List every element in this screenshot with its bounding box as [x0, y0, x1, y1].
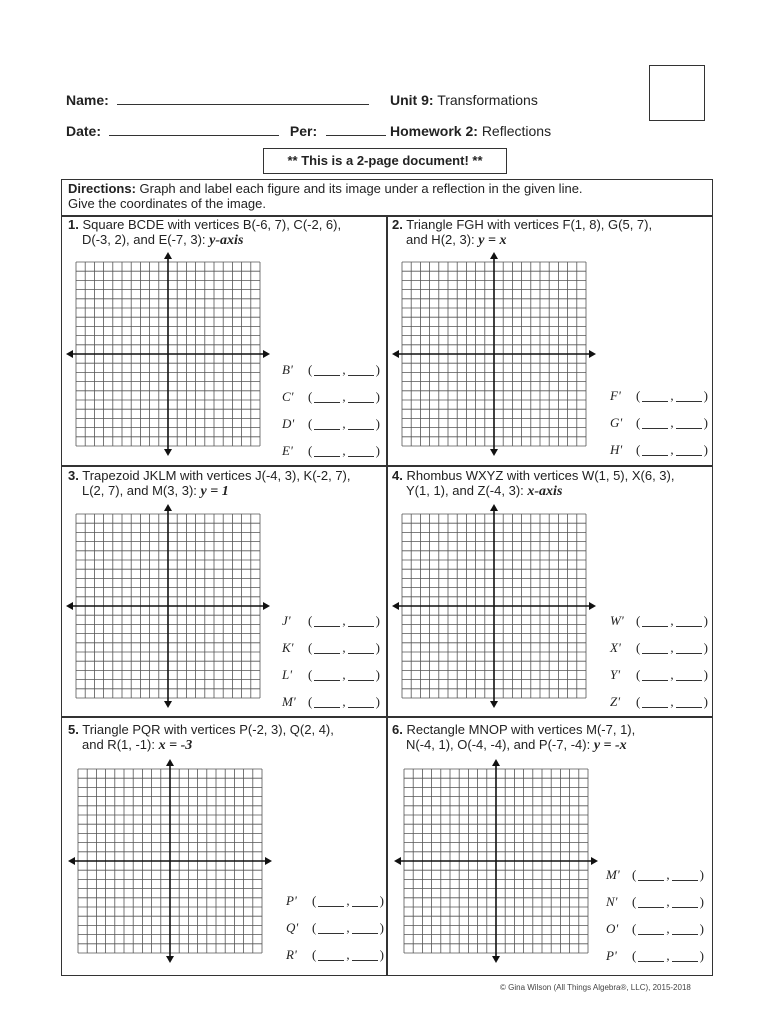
- unit-value: Transformations: [437, 92, 538, 108]
- problem-number: 4.: [392, 468, 403, 483]
- y-coordinate-blank[interactable]: [348, 669, 374, 681]
- open-paren-icon: (: [632, 920, 637, 936]
- per-label: Per:: [289, 123, 318, 139]
- y-coordinate-blank[interactable]: [352, 895, 378, 907]
- answer-blanks-1: [282, 356, 380, 464]
- answer-row: [606, 942, 704, 969]
- problem-number: 1.: [68, 217, 79, 232]
- comma-icon: ,: [346, 892, 350, 908]
- close-paren-icon: ): [375, 612, 380, 628]
- divider-vertical: [386, 216, 388, 976]
- image-vertex-label: L': [282, 666, 293, 682]
- reflection-line: y-axis: [209, 233, 244, 248]
- comma-icon: ,: [342, 666, 346, 682]
- y-coordinate-blank[interactable]: [676, 669, 702, 681]
- problem-statement-cont: D(-3, 2), and E(-7, 3):: [82, 232, 206, 247]
- close-paren-icon: ): [699, 920, 704, 936]
- open-paren-icon: (: [312, 892, 317, 908]
- comma-icon: ,: [666, 920, 670, 936]
- answer-row: [610, 436, 708, 463]
- x-coordinate-blank[interactable]: [642, 417, 668, 429]
- unit-title: [390, 92, 538, 108]
- x-coordinate-blank[interactable]: [318, 922, 344, 934]
- per-field[interactable]: [326, 135, 386, 136]
- open-paren-icon: (: [312, 946, 317, 962]
- comma-icon: ,: [670, 387, 674, 403]
- y-coordinate-blank[interactable]: [348, 615, 374, 627]
- x-coordinate-blank[interactable]: [314, 391, 340, 403]
- x-coordinate-blank[interactable]: [638, 950, 664, 962]
- answer-row: [286, 887, 384, 914]
- close-paren-icon: ): [375, 388, 380, 404]
- reflection-line: x = -3: [158, 738, 193, 753]
- problem-1: [68, 217, 380, 248]
- comma-icon: ,: [346, 946, 350, 962]
- open-paren-icon: (: [632, 947, 637, 963]
- image-vertex-label: D': [282, 415, 295, 431]
- x-coordinate-blank[interactable]: [642, 669, 668, 681]
- open-paren-icon: (: [308, 612, 313, 628]
- image-vertex-label: B': [282, 361, 293, 377]
- directions: [68, 181, 708, 211]
- score-box[interactable]: [649, 65, 705, 121]
- problem-4: [392, 468, 704, 499]
- close-paren-icon: ): [379, 919, 384, 935]
- homework-value: Reflections: [481, 123, 552, 139]
- open-paren-icon: (: [308, 415, 313, 431]
- close-paren-icon: ): [703, 441, 708, 457]
- x-coordinate-blank[interactable]: [642, 642, 668, 654]
- problem-statement-cont: and R(1, -1):: [82, 737, 155, 752]
- answer-blanks-5: [286, 887, 384, 968]
- answer-row: [282, 688, 380, 715]
- close-paren-icon: ): [703, 414, 708, 430]
- x-coordinate-blank[interactable]: [314, 364, 340, 376]
- x-coordinate-blank[interactable]: [314, 696, 340, 708]
- open-paren-icon: (: [308, 693, 313, 709]
- coordinate-grid-3[interactable]: [64, 504, 278, 708]
- image-vertex-label: O': [606, 920, 619, 936]
- date-field[interactable]: [109, 135, 279, 136]
- y-coordinate-blank[interactable]: [348, 445, 374, 457]
- answer-row: [606, 915, 704, 942]
- answer-row: [286, 914, 384, 941]
- y-coordinate-blank[interactable]: [348, 418, 374, 430]
- y-coordinate-blank[interactable]: [672, 923, 698, 935]
- image-vertex-label: M': [282, 693, 296, 709]
- problem-statement-cont: and H(2, 3):: [406, 232, 475, 247]
- answer-blanks-2: [610, 382, 708, 463]
- comma-icon: ,: [342, 612, 346, 628]
- comma-icon: ,: [670, 639, 674, 655]
- open-paren-icon: (: [636, 441, 641, 457]
- comma-icon: ,: [342, 415, 346, 431]
- homework-title: [390, 123, 551, 139]
- date-row: [66, 123, 386, 141]
- problem-statement-cont: N(-4, 1), O(-4, -4), and P(-7, -4):: [406, 737, 591, 752]
- open-paren-icon: (: [636, 414, 641, 430]
- answer-row: [282, 356, 380, 383]
- close-paren-icon: ): [699, 866, 704, 882]
- x-coordinate-blank[interactable]: [314, 418, 340, 430]
- y-coordinate-blank[interactable]: [672, 896, 698, 908]
- close-paren-icon: ): [379, 892, 384, 908]
- answer-row: [282, 437, 380, 464]
- image-vertex-label: E': [282, 442, 293, 458]
- comma-icon: ,: [342, 639, 346, 655]
- y-coordinate-blank[interactable]: [348, 364, 374, 376]
- problem-3: [68, 468, 380, 499]
- comma-icon: ,: [666, 893, 670, 909]
- y-coordinate-blank[interactable]: [672, 950, 698, 962]
- answer-row: [282, 383, 380, 410]
- problem-2: [392, 217, 704, 248]
- problem-number: 2.: [392, 217, 403, 232]
- answer-row: [610, 634, 708, 661]
- image-vertex-label: N': [606, 893, 618, 909]
- problem-number: 5.: [68, 722, 79, 737]
- unit-label: Unit 9:: [390, 92, 434, 108]
- problem-statement: Rhombus WXYZ with vertices W(1, 5), X(6, 3),: [406, 468, 675, 483]
- answer-row: [610, 382, 708, 409]
- close-paren-icon: ): [375, 639, 380, 655]
- open-paren-icon: (: [636, 666, 641, 682]
- close-paren-icon: ): [703, 666, 708, 682]
- comma-icon: ,: [342, 693, 346, 709]
- image-vertex-label: H': [610, 441, 623, 457]
- directions-label: Directions:: [68, 181, 136, 196]
- image-vertex-label: Z': [610, 693, 621, 709]
- image-vertex-label: P': [286, 892, 297, 908]
- problem-statement: Rectangle MNOP with vertices M(-7, 1),: [406, 722, 636, 737]
- reflection-line: y = -x: [593, 738, 627, 753]
- x-coordinate-blank[interactable]: [318, 949, 344, 961]
- close-paren-icon: ): [375, 666, 380, 682]
- open-paren-icon: (: [308, 442, 313, 458]
- problem-5: [68, 722, 380, 753]
- x-coordinate-blank[interactable]: [642, 390, 668, 402]
- directions-text-2: Give the coordinates of the image.: [68, 196, 267, 211]
- image-vertex-label: F': [610, 387, 621, 403]
- open-paren-icon: (: [636, 387, 641, 403]
- x-coordinate-blank[interactable]: [314, 669, 340, 681]
- y-coordinate-blank[interactable]: [352, 949, 378, 961]
- coordinate-grid-5[interactable]: [66, 759, 280, 963]
- y-coordinate-blank[interactable]: [348, 642, 374, 654]
- x-coordinate-blank[interactable]: [638, 869, 664, 881]
- x-coordinate-blank[interactable]: [314, 445, 340, 457]
- answer-blanks-4: [610, 607, 708, 715]
- close-paren-icon: ): [703, 693, 708, 709]
- coordinate-grid-4[interactable]: [390, 504, 604, 708]
- coordinate-grid-6[interactable]: [392, 759, 606, 963]
- x-coordinate-blank[interactable]: [638, 923, 664, 935]
- y-coordinate-blank[interactable]: [676, 444, 702, 456]
- comma-icon: ,: [666, 866, 670, 882]
- comma-icon: ,: [670, 693, 674, 709]
- image-vertex-label: X': [610, 639, 621, 655]
- x-coordinate-blank[interactable]: [318, 895, 344, 907]
- answer-row: [286, 941, 384, 968]
- problem-statement: Trapezoid JKLM with vertices J(-4, 3), K(-2, 7),: [82, 468, 351, 483]
- comma-icon: ,: [342, 361, 346, 377]
- open-paren-icon: (: [632, 866, 637, 882]
- open-paren-icon: (: [636, 693, 641, 709]
- comma-icon: ,: [342, 388, 346, 404]
- close-paren-icon: ): [375, 693, 380, 709]
- y-coordinate-blank[interactable]: [676, 642, 702, 654]
- problem-statement: Triangle FGH with vertices F(1, 8), G(5, 7),: [406, 217, 653, 232]
- close-paren-icon: ): [699, 947, 704, 963]
- image-vertex-label: K': [282, 639, 294, 655]
- comma-icon: ,: [670, 414, 674, 430]
- y-coordinate-blank[interactable]: [352, 922, 378, 934]
- problem-number: 6.: [392, 722, 403, 737]
- y-coordinate-blank[interactable]: [676, 696, 702, 708]
- answer-row: [606, 861, 704, 888]
- problem-number: 3.: [68, 468, 79, 483]
- image-vertex-label: G': [610, 414, 623, 430]
- open-paren-icon: (: [636, 612, 641, 628]
- close-paren-icon: ): [703, 387, 708, 403]
- comma-icon: ,: [670, 441, 674, 457]
- problem-statement: Square BCDE with vertices B(-6, 7), C(-2, 6),: [82, 217, 342, 232]
- image-vertex-label: Y': [610, 666, 621, 682]
- close-paren-icon: ): [375, 415, 380, 431]
- image-vertex-label: P': [606, 947, 617, 963]
- y-coordinate-blank[interactable]: [676, 390, 702, 402]
- open-paren-icon: (: [632, 893, 637, 909]
- image-vertex-label: W': [610, 612, 624, 628]
- name-field[interactable]: [117, 104, 369, 105]
- copyright-footer: © Gina Wilson (All Things Algebra®, LLC), 2015-2018: [500, 983, 691, 992]
- reflection-line: x-axis: [527, 484, 563, 499]
- problem-statement-cont: Y(1, 1), and Z(-4, 3):: [406, 483, 524, 498]
- answer-blanks-6: [606, 861, 704, 969]
- two-page-notice: ** This is a 2-page document! **: [263, 148, 507, 174]
- close-paren-icon: ): [379, 946, 384, 962]
- answer-row: [610, 409, 708, 436]
- image-vertex-label: Q': [286, 919, 299, 935]
- name-row: [66, 92, 369, 110]
- comma-icon: ,: [666, 947, 670, 963]
- open-paren-icon: (: [308, 388, 313, 404]
- answer-row: [282, 410, 380, 437]
- image-vertex-label: J': [282, 612, 291, 628]
- reflection-line: y = x: [478, 233, 507, 248]
- x-coordinate-blank[interactable]: [314, 615, 340, 627]
- answer-row: [610, 661, 708, 688]
- answer-row: [282, 634, 380, 661]
- answer-row: [610, 688, 708, 715]
- close-paren-icon: ): [375, 442, 380, 458]
- y-coordinate-blank[interactable]: [676, 615, 702, 627]
- y-coordinate-blank[interactable]: [676, 417, 702, 429]
- y-coordinate-blank[interactable]: [348, 696, 374, 708]
- y-coordinate-blank[interactable]: [672, 869, 698, 881]
- comma-icon: ,: [346, 919, 350, 935]
- close-paren-icon: ): [699, 893, 704, 909]
- close-paren-icon: ): [375, 361, 380, 377]
- x-coordinate-blank[interactable]: [642, 615, 668, 627]
- homework-label: Homework 2:: [390, 123, 478, 139]
- comma-icon: ,: [670, 612, 674, 628]
- open-paren-icon: (: [636, 639, 641, 655]
- open-paren-icon: (: [308, 639, 313, 655]
- open-paren-icon: (: [312, 919, 317, 935]
- coordinate-grid-2[interactable]: [390, 252, 604, 456]
- answer-row: [606, 888, 704, 915]
- image-vertex-label: C': [282, 388, 294, 404]
- open-paren-icon: (: [308, 361, 313, 377]
- coordinate-grid-1[interactable]: [64, 252, 278, 456]
- x-coordinate-blank[interactable]: [314, 642, 340, 654]
- close-paren-icon: ): [703, 612, 708, 628]
- x-coordinate-blank[interactable]: [642, 444, 668, 456]
- close-paren-icon: ): [703, 639, 708, 655]
- answer-blanks-3: [282, 607, 380, 715]
- name-label: Name:: [66, 92, 109, 108]
- answer-row: [282, 607, 380, 634]
- problem-6: [392, 722, 704, 753]
- x-coordinate-blank[interactable]: [638, 896, 664, 908]
- image-vertex-label: R': [286, 946, 297, 962]
- y-coordinate-blank[interactable]: [348, 391, 374, 403]
- reflection-line: y = 1: [200, 484, 229, 499]
- date-label: Date:: [66, 123, 102, 139]
- comma-icon: ,: [342, 442, 346, 458]
- answer-row: [282, 661, 380, 688]
- problem-statement: Triangle PQR with vertices P(-2, 3), Q(2, 4),: [82, 722, 334, 737]
- comma-icon: ,: [670, 666, 674, 682]
- x-coordinate-blank[interactable]: [642, 696, 668, 708]
- problem-statement-cont: L(2, 7), and M(3, 3):: [82, 483, 197, 498]
- image-vertex-label: M': [606, 866, 620, 882]
- directions-text-1: Graph and label each figure and its image under a reflection in the given line.: [139, 181, 583, 196]
- open-paren-icon: (: [308, 666, 313, 682]
- answer-row: [610, 607, 708, 634]
